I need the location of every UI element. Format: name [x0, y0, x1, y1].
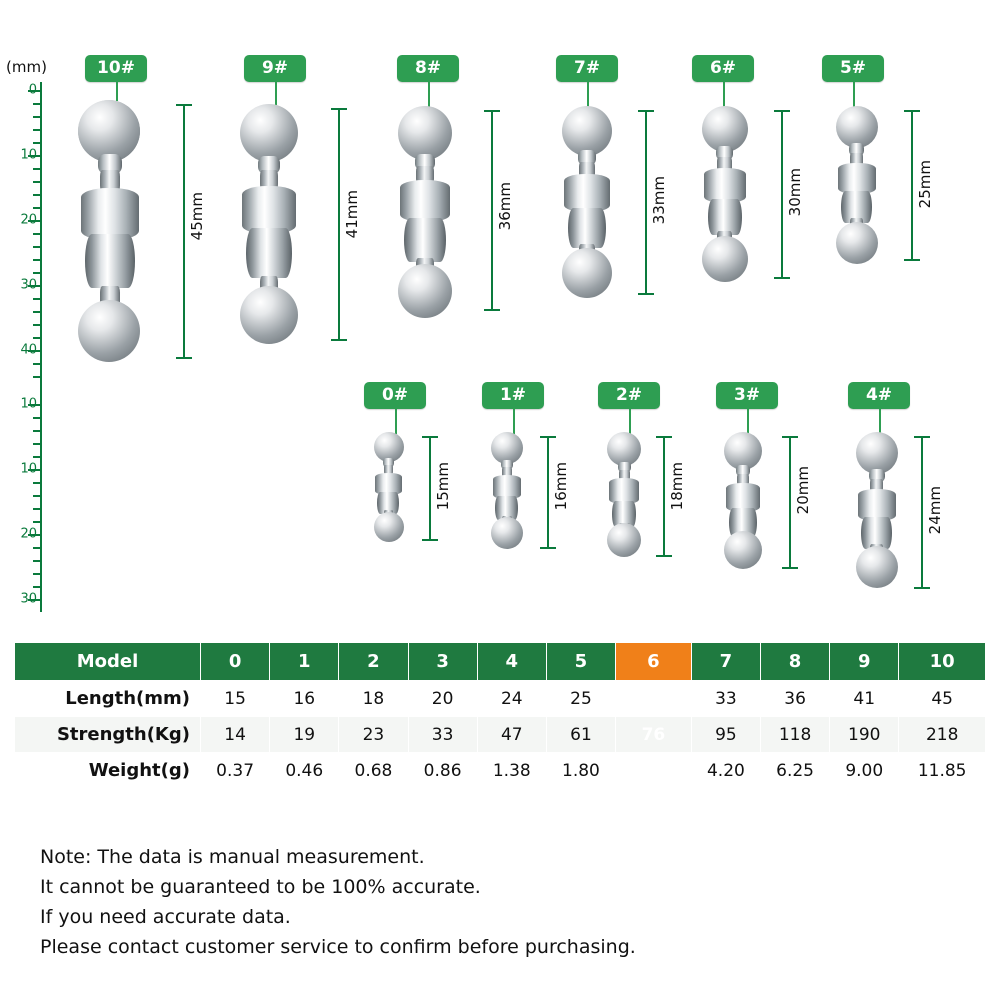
swivel-length-label: 45mm	[188, 192, 206, 241]
table-cell-highlighted: 76	[616, 717, 692, 753]
table-cell: 4.20	[691, 753, 760, 789]
table-cell: 6.25	[760, 753, 829, 789]
note-line: Note: The data is manual measurement.	[40, 846, 425, 868]
swivel-graphic	[842, 432, 918, 588]
table-row	[15, 753, 986, 789]
note-line: It cannot be guaranteed to be 100% accurate.	[40, 876, 481, 899]
swivel-graphic	[60, 100, 160, 362]
swivel-badge: 5#	[822, 55, 884, 82]
swivel-length-label: 36mm	[496, 182, 514, 231]
ruler-tick-label: 0	[28, 82, 37, 98]
table-cell: 20	[408, 681, 477, 717]
swivel-graphic	[366, 432, 426, 540]
swivel-badge: 4#	[848, 382, 910, 409]
swivel-badge: 8#	[397, 55, 459, 82]
table-header-cell: 2	[339, 643, 408, 681]
swivel-graphic	[378, 106, 478, 316]
table-row	[15, 681, 986, 717]
ruler-unit-label: (mm)	[6, 58, 47, 76]
spec-table	[14, 642, 986, 789]
table-row	[15, 717, 986, 753]
swivel-badge: 0#	[364, 382, 426, 409]
table-header-cell: 3	[408, 643, 477, 681]
table-cell: 36	[760, 681, 829, 717]
swivel-graphic	[540, 106, 640, 298]
ruler-tick-label: 10	[20, 396, 37, 412]
table-header-cell: 4	[477, 643, 546, 681]
swivel-length-label: 25mm	[916, 160, 934, 209]
table-cell: 61	[546, 717, 615, 753]
table-cell-highlighted: 30	[616, 681, 692, 717]
table-cell: 1.80	[546, 753, 615, 789]
table-row-label: Length(mm)	[15, 681, 201, 717]
notes-block	[40, 842, 636, 962]
table-header-cell: 5	[546, 643, 615, 681]
ruler-tick-label: 20	[20, 212, 37, 228]
swivel-length-label: 15mm	[434, 462, 452, 511]
swivel-length-label: 41mm	[343, 190, 361, 239]
note-line: Please contact customer service to confirm before purchasing.	[40, 936, 636, 959]
ruler-tick-label: 30	[20, 277, 37, 293]
ruler-tick-label: 20	[20, 526, 37, 542]
swivel-badge: 2#	[598, 382, 660, 409]
table-cell: 15	[201, 681, 270, 717]
table-row-label: Strength(Kg)	[15, 717, 201, 753]
table-cell: 19	[270, 717, 339, 753]
table-cell: 0.46	[270, 753, 339, 789]
table-header-cell-highlighted: 6	[616, 643, 692, 681]
table-header-cell: 7	[691, 643, 760, 681]
swivel-graphic	[484, 432, 544, 548]
note-line: If you need accurate data.	[40, 906, 291, 929]
table-cell: 1.38	[477, 753, 546, 789]
table-cell: 118	[760, 717, 829, 753]
ruler-tick-label: 40	[20, 342, 37, 358]
table-cell: 24	[477, 681, 546, 717]
table-cell: 14	[201, 717, 270, 753]
swivel-graphic	[222, 104, 322, 344]
swivel-badge: 7#	[556, 55, 618, 82]
swivel-length-label: 33mm	[650, 176, 668, 225]
table-cell: 9.00	[830, 753, 899, 789]
swivel-badge: 3#	[716, 382, 778, 409]
swivel-length-label: 18mm	[668, 462, 686, 511]
swivel-length-label: 16mm	[552, 462, 570, 511]
swivel-length-label: 20mm	[794, 466, 812, 515]
ruler-tick-label: 10	[20, 147, 37, 163]
swivel-length-label: 30mm	[786, 168, 804, 217]
table-cell-highlighted: 3.10	[616, 753, 692, 789]
table-header-cell: 9	[830, 643, 899, 681]
table-cell: 0.86	[408, 753, 477, 789]
table-cell: 0.37	[201, 753, 270, 789]
table-row-label: Weight(g)	[15, 753, 201, 789]
table-cell: 18	[339, 681, 408, 717]
ruler-axis-line	[40, 82, 42, 612]
table-cell: 41	[830, 681, 899, 717]
table-header-cell: Model	[15, 643, 201, 681]
table-cell: 23	[339, 717, 408, 753]
table-cell: 33	[408, 717, 477, 753]
swivel-length-label: 24mm	[926, 486, 944, 535]
table-header-cell: 0	[201, 643, 270, 681]
swivel-badge: 9#	[244, 55, 306, 82]
swivel-graphic	[810, 106, 910, 264]
table-header-cell: 10	[899, 643, 986, 681]
table-cell: 47	[477, 717, 546, 753]
table-cell: 218	[899, 717, 986, 753]
table-cell: 0.68	[339, 753, 408, 789]
table-cell: 190	[830, 717, 899, 753]
table-cell: 95	[691, 717, 760, 753]
table-header-row	[15, 643, 986, 681]
table-cell: 11.85	[899, 753, 986, 789]
table-header-cell: 8	[760, 643, 829, 681]
swivel-badge: 1#	[482, 382, 544, 409]
table-cell: 33	[691, 681, 760, 717]
swivel-badge: 10#	[85, 55, 147, 82]
table-cell: 45	[899, 681, 986, 717]
table-header-cell: 1	[270, 643, 339, 681]
swivel-graphic	[598, 432, 662, 556]
table-cell: 25	[546, 681, 615, 717]
swivel-graphic	[714, 432, 782, 568]
swivel-badge: 6#	[692, 55, 754, 82]
ruler-tick-label: 10	[20, 461, 37, 477]
swivel-graphic	[678, 106, 778, 282]
ruler	[18, 82, 64, 612]
table-cell: 16	[270, 681, 339, 717]
ruler-tick-label: 30	[20, 591, 37, 607]
